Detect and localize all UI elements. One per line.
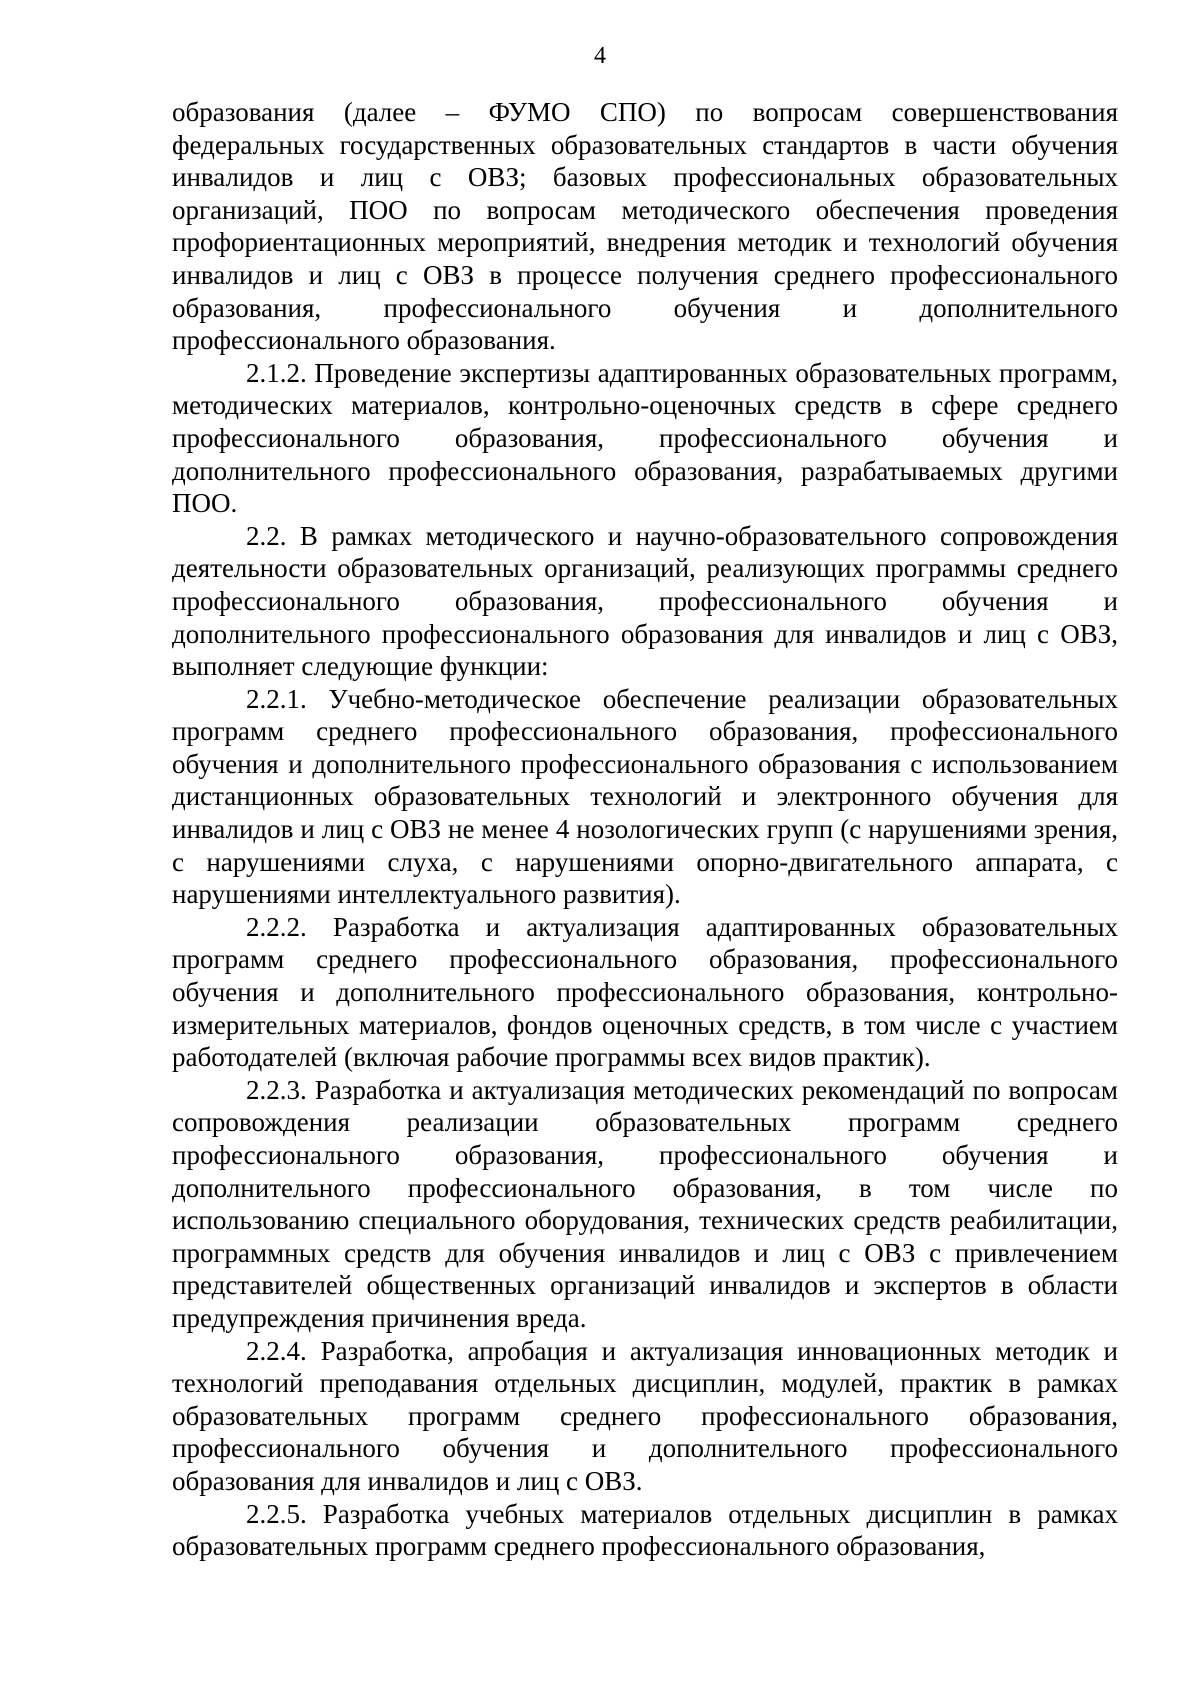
paragraph-2-2-5: 2.2.5. Разработка учебных материалов отдельных дисциплин в рамках образовательных программ среднего профессионального образования,: [172, 1498, 1118, 1562]
page-number: 4: [594, 43, 606, 69]
paragraph-2-2-3: 2.2.3. Разработка и актуализация методических рекомендаций по вопросам сопровождения реализации образовательных программ среднего профессионального образования, профессионального обучения и дополнительного профессионального образования, в том числе по использованию специального оборудования, технических средств реабилитации, программных средств для обучения инвалидов и лиц с ОВЗ с привлечением представителей общественных организаций инвалидов и экспертов в области предупреждения причинения вреда.: [172, 1074, 1118, 1333]
paragraph-2-2-4: 2.2.4. Разработка, апробация и актуализация инновационных методик и технологий преподавания отдельных дисциплин, модулей, практик в рамках образовательных программ среднего профессионального образования, профессионального обучения и дополнительного профессионального образования для инвалидов и лиц с ОВЗ.: [172, 1335, 1118, 1496]
paragraph-2-2: 2.2. В рамках методического и научно-образовательного сопровождения деятельности образовательных организаций, реализующих программы среднего профессионального образования, профессионального обучения и дополнительного профессионального образования для инвалидов и лиц с ОВЗ, выполняет следующие функции:: [172, 520, 1118, 682]
paragraph-2-2-2: 2.2.2. Разработка и актуализация адаптированных образовательных программ среднего профессионального образования, профессионального обучения и дополнительного профессионального образования, контрольно-измерительных материалов, фондов оценочных средств, в том числе с участием работодателей (включая рабочие программы всех видов практик).: [172, 911, 1118, 1073]
document-body: [172, 96, 1118, 1563]
paragraph-continuation: образования (далее – ФУМО СПО) по вопросам совершенствования федеральных государственных образовательных стандартов в части обучения инвалидов и лиц с ОВЗ; базовых профессиональных образовательных организаций, ПОО по вопросам методического обеспечения проведения профориентационных мероприятий, внедрения методик и технологий обучения инвалидов и лиц с ОВЗ в процессе получения среднего профессионального образования, профессионального обучения и дополнительного профессионального образования.: [172, 97, 1118, 356]
paragraph-2-2-1: 2.2.1. Учебно-методическое обеспечение реализации образовательных программ среднего профессионального образования, профессионального обучения и дополнительного профессионального образования с использованием дистанционных образовательных технологий и электронного обучения для инвалидов и лиц с ОВЗ не менее 4 нозологических групп (с нарушениями зрения, с нарушениями слуха, с нарушениями опорно-двигательного аппарата, с нарушениями интеллектуального развития).: [172, 683, 1118, 910]
paragraph-2-1-2: 2.1.2. Проведение экспертизы адаптированных образовательных программ, методических материалов, контрольно-оценочных средств в сфере среднего профессионального образования, профессионального обучения и дополнительного профессионального образования, разрабатываемых другими ПОО.: [172, 357, 1118, 519]
